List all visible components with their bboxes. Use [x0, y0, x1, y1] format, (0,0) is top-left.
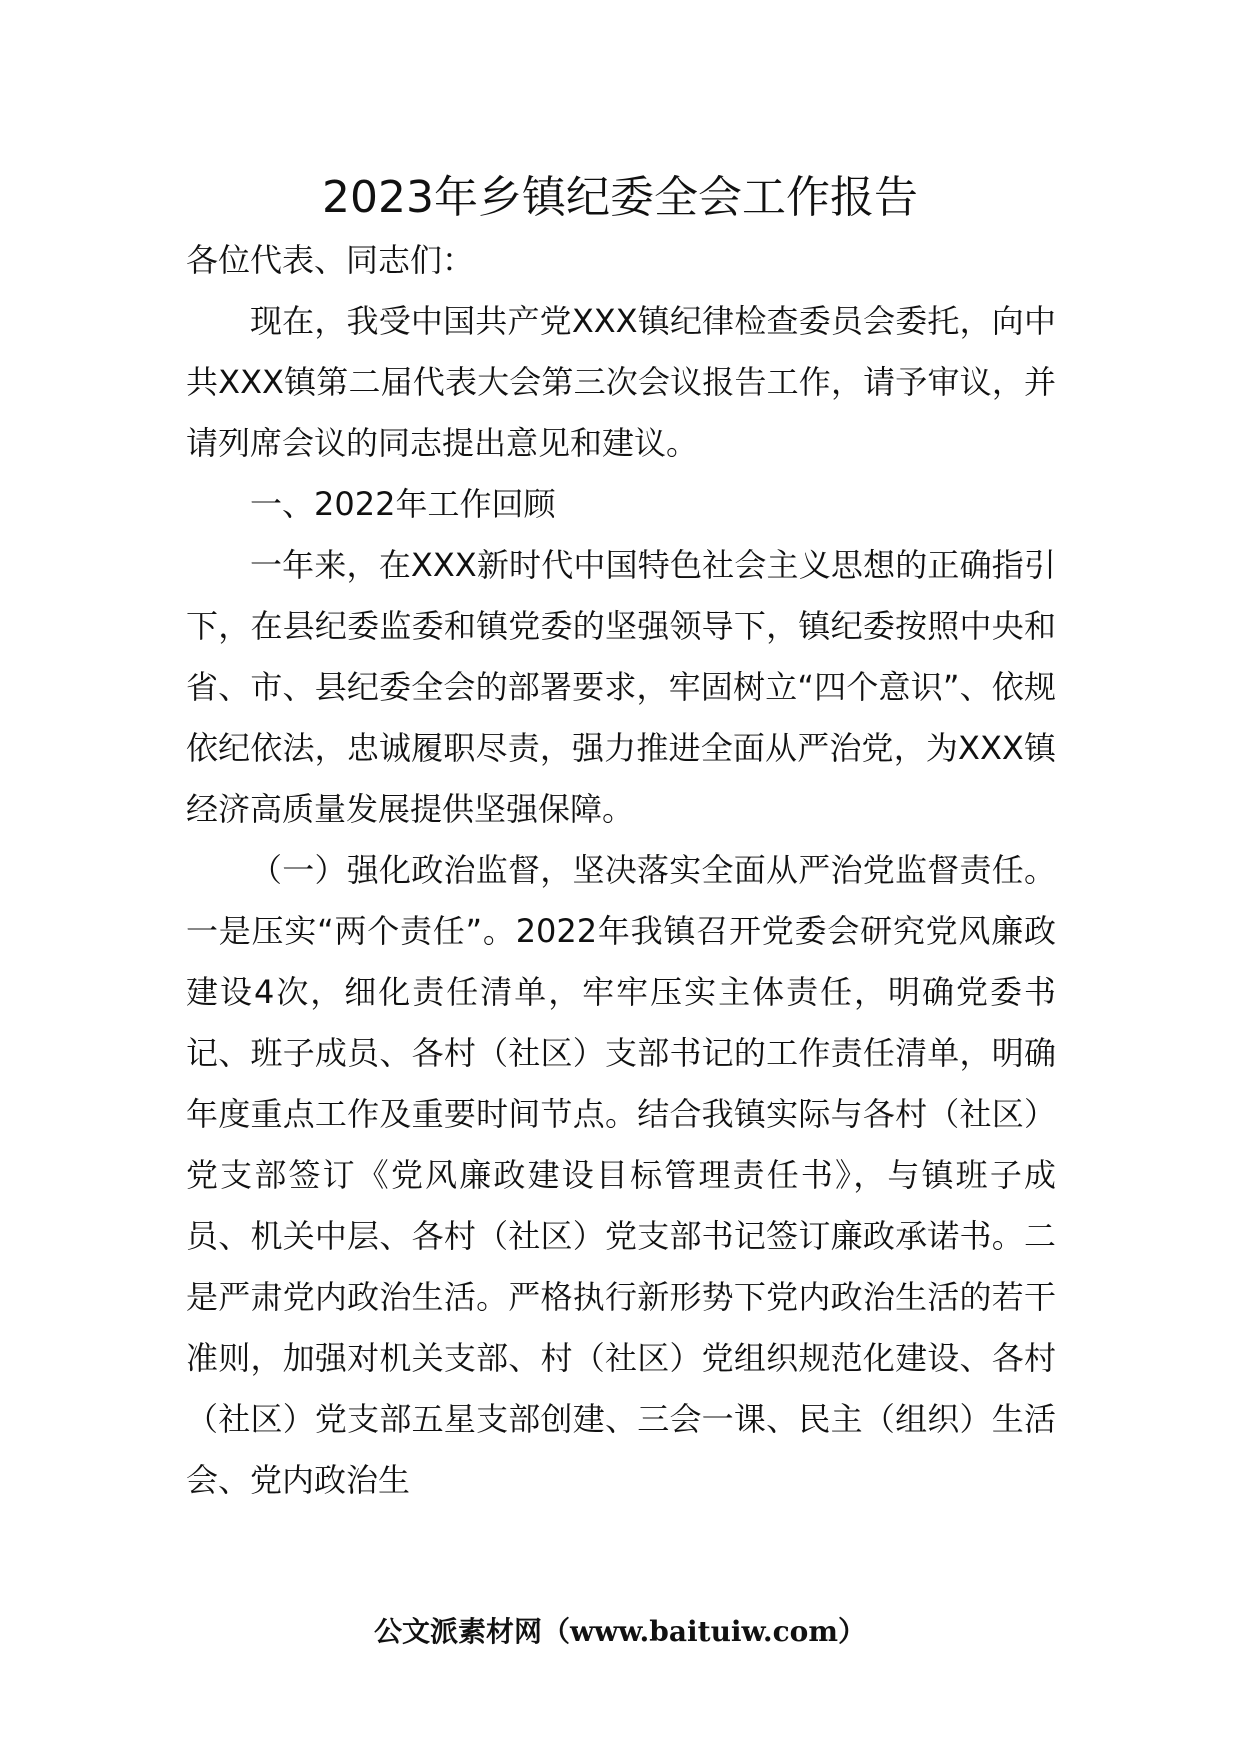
footer-watermark: 公文派素材网（www.baituiw.com） — [374, 1615, 866, 1648]
document-body — [186, 230, 1056, 1511]
section-heading: 一、2022年工作回顾 — [250, 485, 556, 523]
document-title: 2023年乡镇纪委全会工作报告 — [322, 172, 918, 223]
paragraph-political-supervision: （一）强化政治监督，坚决落实全面从严治党监督责任。一是压实“两个责任”。2022年我镇召开党委会研究党风廉政建设4次，细化责任清单，牢牢压实主体责任，明确党委书记、班子成员、各村（社区）支部书记的工作责任清单，明确年度重点工作及重要时间节点。结合我镇实际与各村（社区）党支部签订《党风廉政建设目标管理责任书》，与镇班子成员、机关中层、各村（社区）党支部书记签订廉政承诺书。二是严肃党内政治生活。严格执行新形势下党内政治生活的若干准则，加强对机关支部、村（社区）党组织规范化建设、各村（社区）党支部五星支部创建、三会一课、民主（组织）生活会、党内政治生 — [186, 851, 1056, 1499]
paragraph-review: 一年来，在XXX新时代中国特色社会主义思想的正确指引下，在县纪委监委和镇党委的坚强领导下，镇纪委按照中央和省、市、县纪委全会的部署要求，牢固树立“四个意识”、依规依纪依法，忠诚履职尽责，强力推进全面从严治党，为XXX镇经济高质量发展提供坚强保障。 — [186, 546, 1056, 828]
salutation: 各位代表、同志们： — [186, 241, 475, 279]
paragraph-intro: 现在，我受中国共产党XXX镇纪律检查委员会委托，向中共XXX镇第二届代表大会第三次会议报告工作，请予审议，并请列席会议的同志提出意见和建议。 — [186, 302, 1056, 462]
